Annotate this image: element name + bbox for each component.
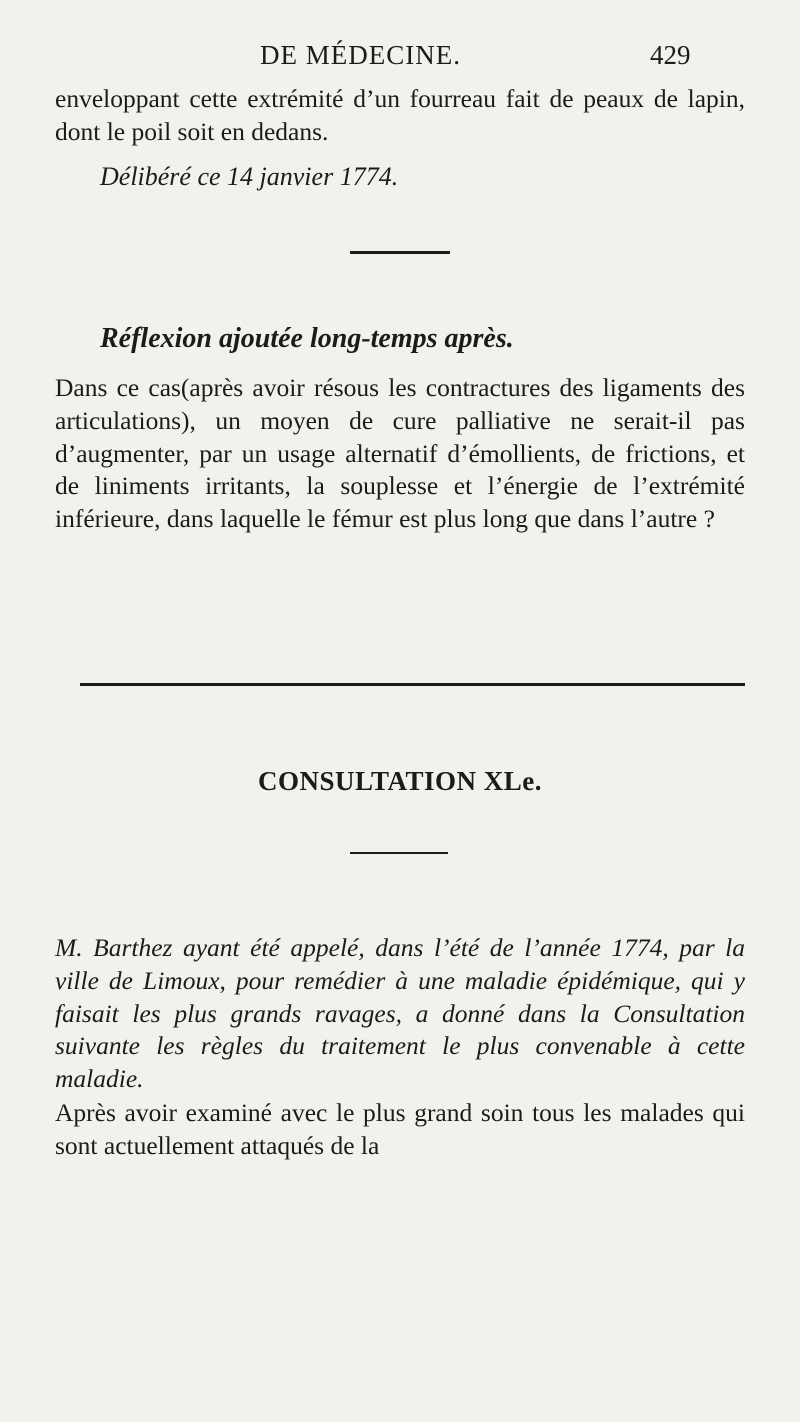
reflexion-paragraph: Dans ce cas(après avoir résous les contractures des ligaments des articulations), un moyen de cure palliative ne serait-il pas d’augmenter, par un usage alternatif d’émollients, de frictions, et de liniments irritants, la souplesse et l’énergie de l’extrémité inférieure, dans laquelle le fémur est plus long que dans l’autre ?: [55, 373, 745, 534]
section-divider: [350, 251, 450, 254]
page-header: [0, 40, 800, 80]
page-number: 429: [650, 40, 691, 70]
chapter-divider: [80, 683, 745, 686]
consultation-body: Après avoir examiné avec le plus grand soin tous les malades qui sont actuellement attaqués de la: [55, 1098, 745, 1160]
consultation-title: [0, 766, 800, 797]
running-title: DE MÉDECINE.: [260, 40, 461, 70]
deliberation-date: Délibéré ce 14 janvier 1774.: [100, 162, 399, 191]
reflexion-heading: Réflexion ajoutée long-temps après.: [100, 323, 514, 354]
consultation-title-text: CONSULTATION XLe.: [257, 766, 543, 796]
title-divider: [350, 852, 448, 854]
opening-paragraph: enveloppant cette extrémité d’un fourreau fait de peaux de lapin, dont le poil soit en dedans.: [55, 84, 745, 146]
consultation-summary: M. Barthez ayant été appelé, dans l’été de l’année 1774, par la ville de Limoux, pour remédier à une maladie épidémique, qui y faisait les plus grands ravages, a donné dans la Consultation suivante les règles du traitement le plus convenable à cette maladie.: [55, 933, 745, 1094]
